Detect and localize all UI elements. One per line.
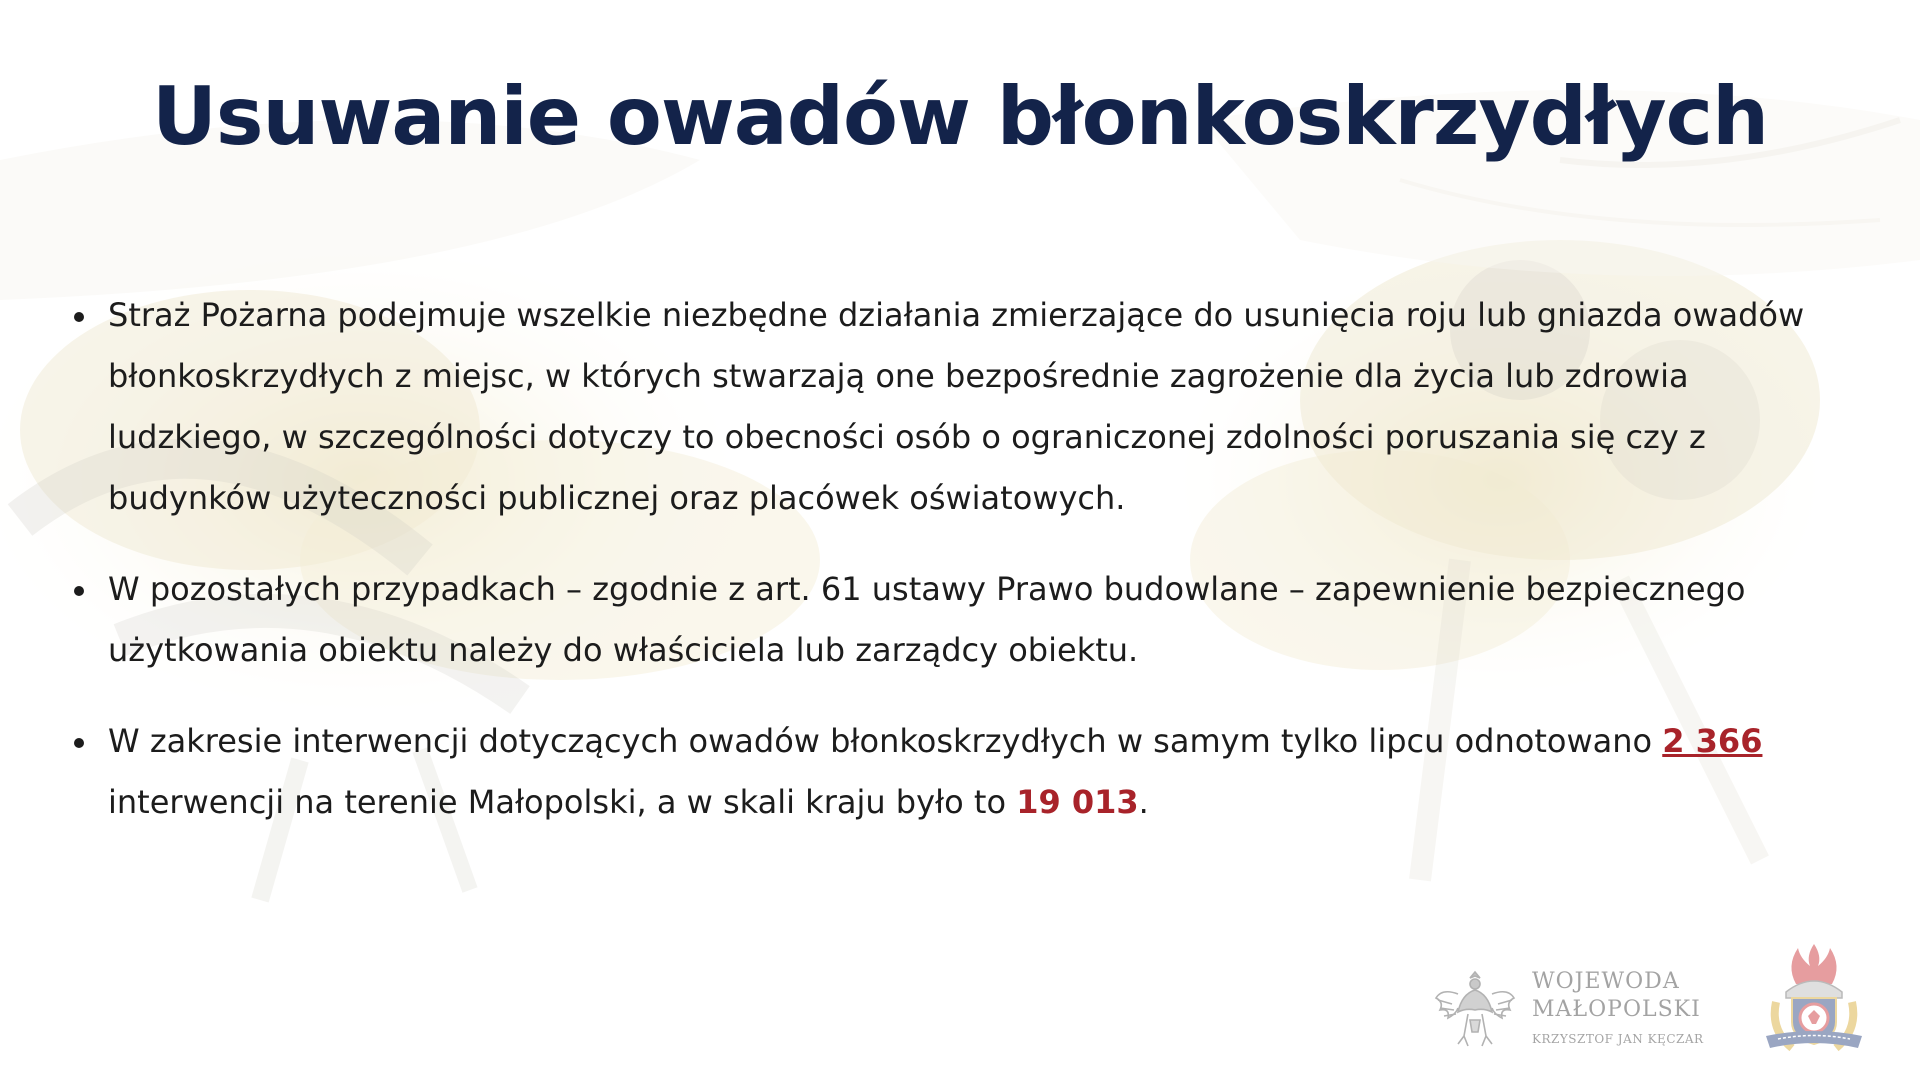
bullet-dot [74,586,84,596]
bullet-dot [74,312,84,322]
bullet-text: W pozostałych przypadkach – zgodnie z art. 61 ustawy Prawo budowlane – zapewnienie bezpiecznego użytkowania obiektu należy do właściciela lub zarządcy obiektu. [108,570,1746,669]
bullet-text: Straż Pożarna podejmuje wszelkie niezbędne działania zmierzające do usunięcia roju lub gniazda owadów błonkoskrzydłych z miejsc, w których stwarzają one bezpośrednie zagrożenie dla życia lub zdrowia ludzkiego, w szczególności dotyczy to obecności osób o ograniczonej zdolności poruszania się czy z budynków użyteczności publicznej oraz placówek oświatowych. [108,296,1805,517]
national-count: 19 013 [1016,783,1139,821]
bullet-text: W zakresie interwencji dotyczących owadów błonkoskrzydłych w samym tylko lipcu odnotowano [108,722,1653,760]
bullet-text-end: . [1138,783,1149,821]
bullet-text: interwencji na terenie Małopolski, a w skali kraju było to [108,783,1007,821]
bullet-dot [74,738,84,748]
list-item [72,285,1852,529]
bullet-list [72,285,1852,863]
malopolska-count-link[interactable]: 2 366 [1662,722,1763,760]
page-title: Usuwanie owadów błonkoskrzydłych [151,70,1769,163]
list-item [72,559,1852,681]
list-item [72,711,1852,833]
